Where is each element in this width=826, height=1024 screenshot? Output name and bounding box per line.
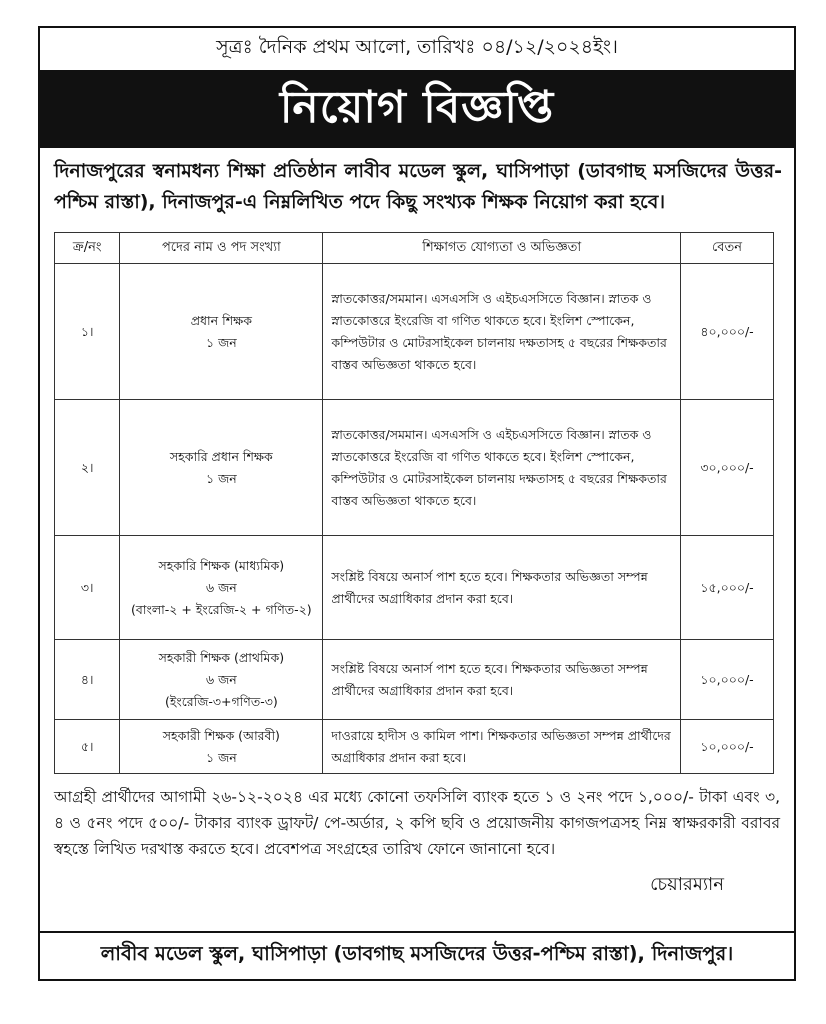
row-salary: ১০,০০০/- — [681, 640, 774, 720]
row-serial: ৩। — [55, 536, 120, 640]
row-post-cell — [120, 536, 323, 640]
intro-paragraph: দিনাজপুরের স্বনামধন্য শিক্ষা প্রতিষ্ঠান লাবীব মডেল স্কুল, ঘাসিপাড়া (ডাবগাছ মসজিদের উত্তর-পশ্চিম রাস্তা), দিনাজপুর-এ নিম্নলিখিত পদে কিছু সংখ্যক শিক্ষক নিয়োগ করা হবে। — [54, 160, 782, 213]
signature-title: চেয়ারম্যান — [650, 874, 724, 895]
table-row — [55, 720, 774, 774]
post-subjects: (ইংরেজি-৩+গণিত-৩) — [164, 693, 278, 709]
application-instructions: আগ্রহী প্রার্থীদের আগামী ২৬-১২-২০২৪ এর মধ্যে কোনো তফসিলি ব্যাংক হতে ১ ও ২নং পদে ১,০০০/- টাকা এবং ৩, ৪ ও ৫নং পদে ৫০০/- টাকার ব্যাংক ড্রাফট/ পে-অর্ডার, ২ কপি ছবি ও প্রয়োজনীয় কাগজপত্রসহ নিম্ন স্বাক্ষরকারী বরাবর স্বহস্তে লিখিত দরখাস্ত করতে হবে। প্রবেশপত্র সংগ্রহের তারিখ ফোনে জানানো হবে। — [54, 788, 780, 858]
notice-title: নিয়োগ বিজ্ঞপ্তি — [40, 72, 794, 148]
posts-table — [54, 232, 774, 774]
post-count: ৬ জন — [205, 671, 237, 687]
row-post-cell — [120, 400, 323, 536]
table-row — [55, 536, 774, 640]
post-name: সহকারী শিক্ষক (আরবী) — [162, 727, 280, 743]
post-subjects: (বাংলা-২ + ইংরেজি-২ + গণিত-২) — [131, 601, 312, 617]
header-salary: বেতন — [681, 233, 774, 264]
table-row — [55, 400, 774, 536]
header-post: পদের নাম ও পদ সংখ্যা — [120, 233, 323, 264]
school-address: লাবীব মডেল স্কুল, ঘাসিপাড়া (ডাবগাছ মসজিদের উত্তর-পশ্চিম রাস্তা), দিনাজপুর। — [40, 931, 794, 979]
row-qualification: স্নাতকোত্তর/সমমান। এসএসসি ও এইচএসসিতে বিজ্ঞান। স্নাতক ও স্নাতকোত্তরে ইংরেজি বা গণিত থাকতে হবে। ইংলিশ স্পোকেন, কম্পিউটার ও মোটরসাইকেল চালনায় দক্ষতাসহ ৫ বছরের শিক্ষকতার বাস্তব অভিজ্ঞতা থাকতে হবে। — [323, 264, 681, 400]
row-serial: ২। — [55, 400, 120, 536]
post-name: সহকারি শিক্ষক (মাধ্যমিক) — [158, 557, 285, 573]
row-serial: ৪। — [55, 640, 120, 720]
table-row — [55, 264, 774, 400]
source-line: সূত্রঃ দৈনিক প্রথম আলো, তারিখঃ ০৪/১২/২০২৪ইং। — [40, 28, 794, 72]
row-serial: ৫। — [55, 720, 120, 774]
post-name: সহকারি প্রধান শিক্ষক — [169, 448, 273, 464]
post-count: ১ জন — [205, 470, 237, 486]
row-qualification: দাওরায়ে হাদীস ও কামিল পাশ। শিক্ষকতার অভিজ্ঞতা সম্পন্ন প্রার্থীদের অগ্রাধিকার প্রদান করা হবে। — [323, 720, 681, 774]
header-serial: ক্র/নং — [55, 233, 120, 264]
post-count: ৬ জন — [205, 579, 237, 595]
row-post-cell — [120, 640, 323, 720]
post-name: সহকারী শিক্ষক (প্রাথমিক) — [158, 649, 285, 665]
row-qualification: সংশ্লিষ্ট বিষয়ে অনার্স পাশ হতে হবে। শিক্ষকতার অভিজ্ঞতা সম্পন্ন প্রার্থীদের অগ্রাধিকার প্রদান করা হবে। — [323, 536, 681, 640]
post-count: ১ জন — [205, 334, 237, 350]
row-salary: ৩০,০০০/- — [681, 400, 774, 536]
table-header-row — [55, 233, 774, 264]
row-salary: ১০,০০০/- — [681, 720, 774, 774]
post-count: ১ জন — [205, 749, 237, 765]
notice-frame — [38, 26, 796, 981]
row-salary: ১৫,০০০/- — [681, 536, 774, 640]
table-row — [55, 640, 774, 720]
row-serial: ১। — [55, 264, 120, 400]
row-qualification: স্নাতকোত্তর/সমমান। এসএসসি ও এইচএসসিতে বিজ্ঞান। স্নাতক ও স্নাতকোত্তরে ইংরেজি বা গণিত থাকতে হবে। ইংলিশ স্পোকেন, কম্পিউটার ও মোটরসাইকেল চালনায় দক্ষতাসহ ৫ বছরের শিক্ষকতার বাস্তব অভিজ্ঞতা থাকতে হবে। — [323, 400, 681, 536]
row-post-cell — [120, 264, 323, 400]
row-qualification: সংশ্লিষ্ট বিষয়ে অনার্স পাশ হতে হবে। শিক্ষকতার অভিজ্ঞতা সম্পন্ন প্রার্থীদের অগ্রাধিকার প্রদান করা হবে। — [323, 640, 681, 720]
row-post-cell — [120, 720, 323, 774]
post-name: প্রধান শিক্ষক — [190, 312, 252, 328]
header-qualification: শিক্ষাগত যোগ্যতা ও অভিজ্ঞতা — [323, 233, 681, 264]
row-salary: ৪০,০০০/- — [681, 264, 774, 400]
